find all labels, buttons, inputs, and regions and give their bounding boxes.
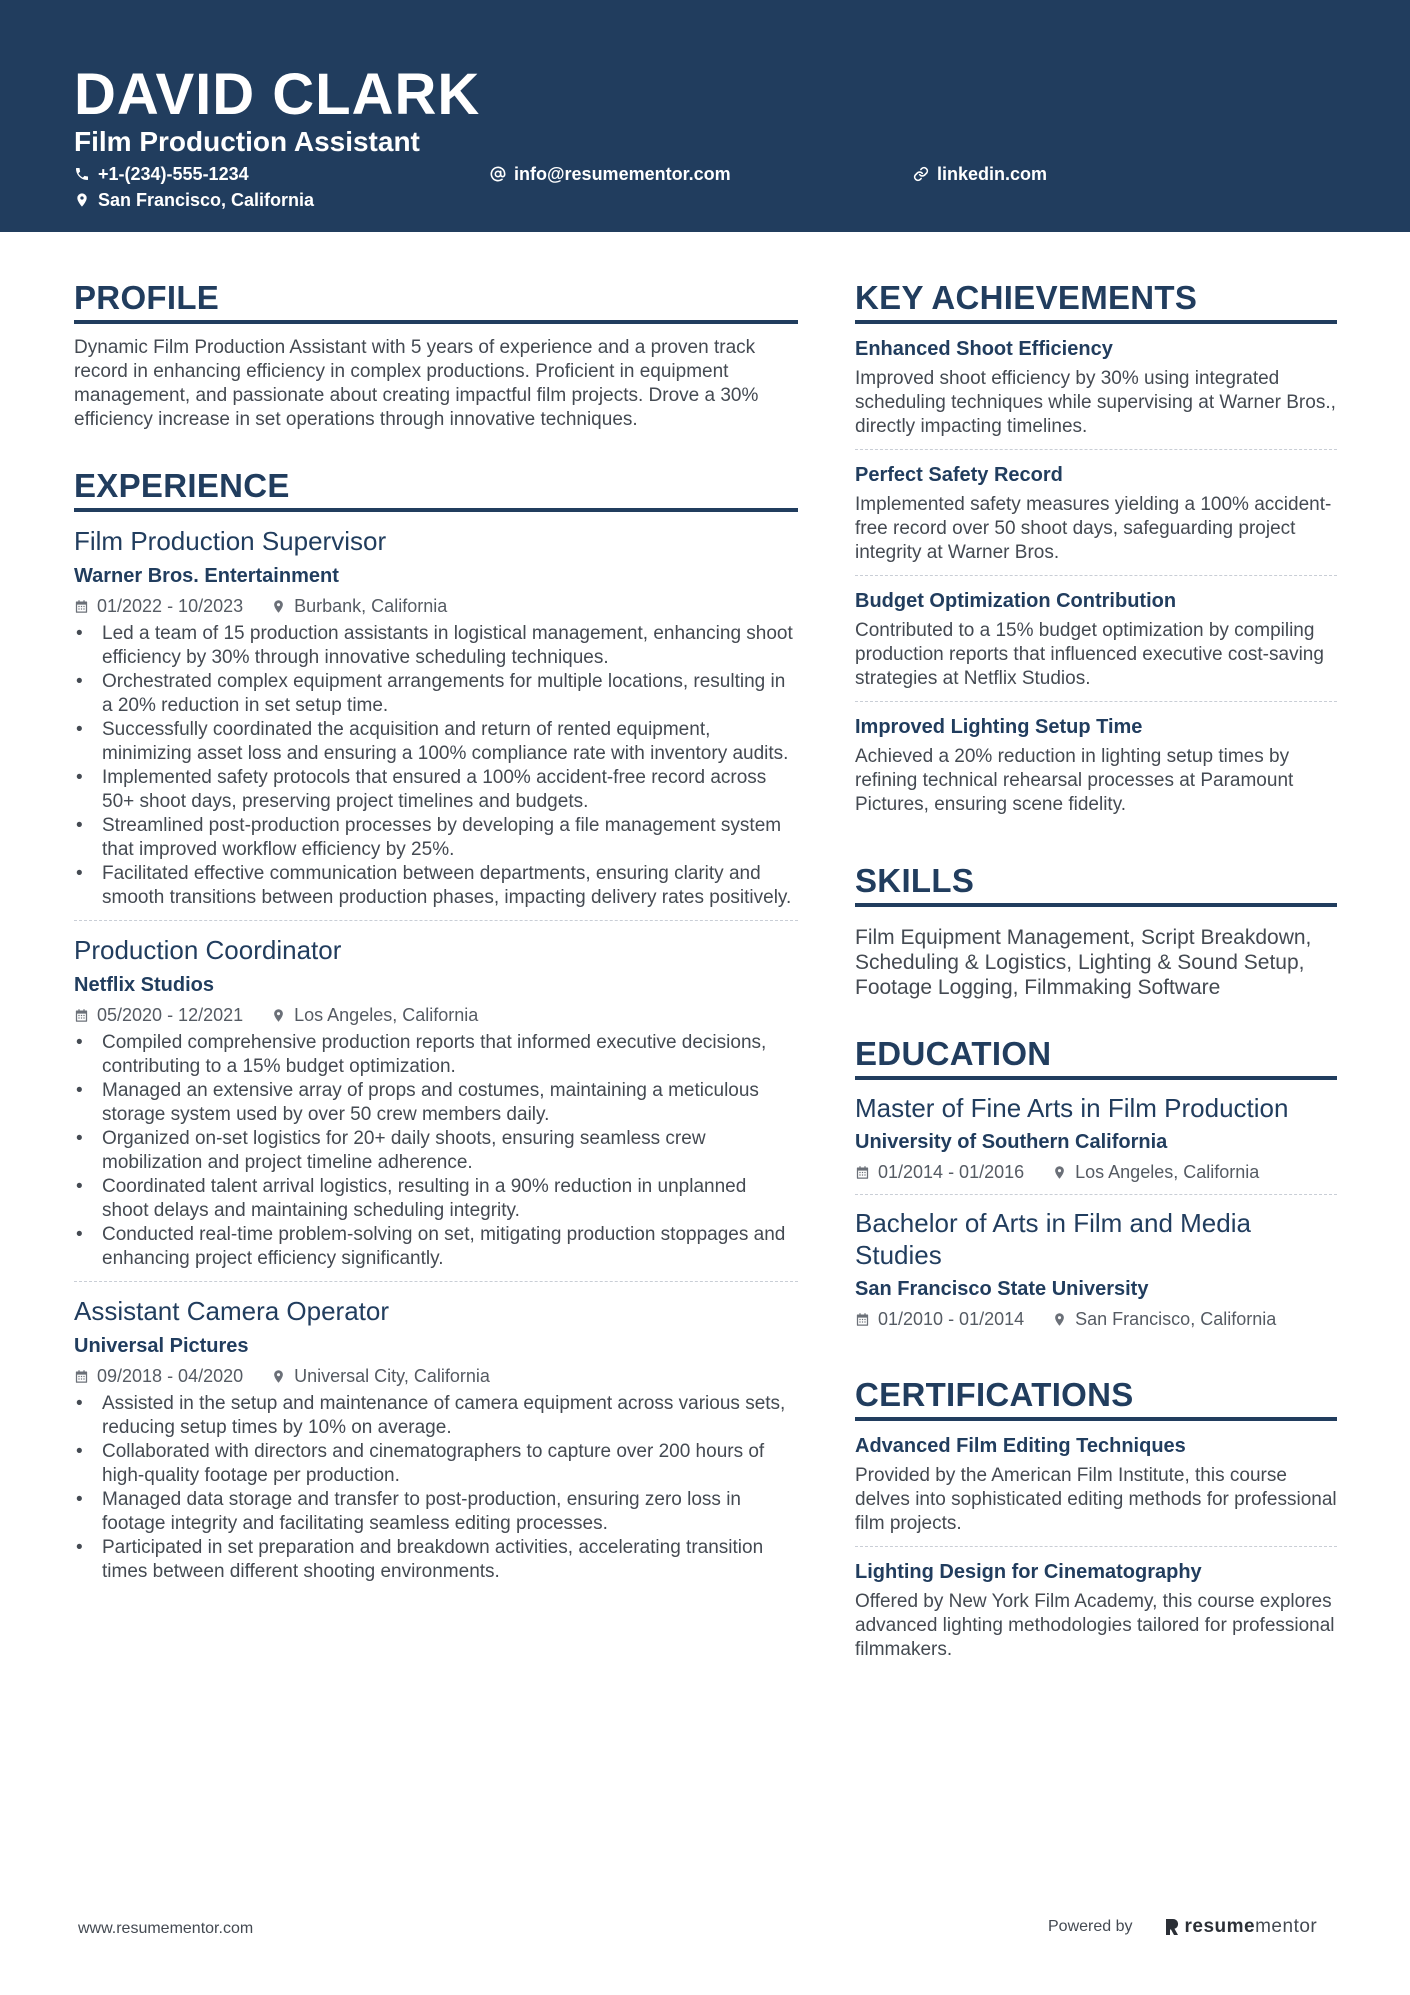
calendar-icon (855, 1165, 870, 1180)
date-text: 01/2010 - 01/2014 (878, 1309, 1025, 1329)
job-title: Production Coordinator (74, 935, 342, 965)
place (1052, 1160, 1259, 1184)
phone-text: +1-(234)-555-1234 (98, 164, 249, 184)
location-text: Burbank, California (294, 596, 448, 616)
experience-bullet: • Facilitated effective communication between departments, ensuring clarity and smooth transitions between production phases, impacting delivery rates positively. (74, 862, 798, 910)
achievement-desc: Implemented safety measures yielding a 100% accident-free record over 50 shoot days, safeguarding project integrity at Warner Bros. (855, 494, 1332, 563)
profile-section (74, 278, 798, 432)
location-text: Los Angeles, California (294, 1005, 479, 1025)
contact-linkedin[interactable] (913, 162, 1047, 186)
job-title: Assistant Camera Operator (74, 1296, 390, 1326)
profile-heading: PROFILE (74, 278, 798, 324)
experience-bullet: • Managed data storage and transfer to post-production, ensuring zero loss in footage integrity and facilitating seamless editing processes. (74, 1488, 798, 1536)
achievement-desc: Achieved a 20% reduction in lighting setup times by refining technical rehearsal processes at Paramount Pictures, ensuring scene fidelity. (855, 746, 1294, 815)
candidate-title: Film Production Assistant (74, 126, 420, 157)
at-icon (490, 166, 506, 182)
achievement-desc: Contributed to a 15% budget optimization by compiling production reports that influenced executive cost-saving strategies at Netflix Studios. (855, 620, 1324, 689)
education-item (855, 1092, 1337, 1195)
experience-bullet: • Orchestrated complex equipment arrangements for multiple locations, resulting in a 20% reduction in set setup time. (74, 670, 798, 718)
map-pin-icon (1052, 1312, 1067, 1327)
experience-bullet: • Led a team of 15 production assistants in logistical management, enhancing shoot efficiency by 30% through innovative scheduling techniques. (74, 622, 798, 670)
date-range (74, 594, 243, 618)
certification-desc: Provided by the American Film Institute, this course delves into sophisticated editing methods for professional film projects. (855, 1465, 1337, 1534)
meta-row (855, 1160, 1337, 1184)
achievements-section (855, 278, 1337, 827)
location-text: San Francisco, California (98, 190, 315, 210)
certifications-section (855, 1375, 1337, 1672)
meta-row (74, 1364, 798, 1388)
achievement-item (855, 576, 1337, 702)
experience-bullets (74, 1392, 798, 1584)
education-section (855, 1034, 1337, 1341)
brand-logo-text (1185, 1916, 1318, 1938)
experience-bullet: • Collaborated with directors and cinematographers to capture over 200 hours of high-quality footage per production. (74, 1440, 798, 1488)
degree-title: Bachelor of Arts in Film and Media Studies (855, 1208, 1251, 1270)
experience-bullet: • Assisted in the setup and maintenance of camera equipment across various sets, reducing setup times by 10% on average. (74, 1392, 798, 1440)
achievement-item (855, 702, 1337, 827)
date-range (74, 1364, 243, 1388)
contact-location (74, 188, 314, 212)
calendar-icon (74, 1369, 89, 1384)
profile-text: Dynamic Film Production Assistant with 5 years of experience and a proven track record in enhancing efficiency in complex productions. Proficient in equipment management, and passionate about creating impactful film projects. Drove a 30% efficiency increase in set operations through innovative techniques. (74, 337, 759, 430)
experience-bullet: • Coordinated talent arrival logistics, resulting in a 90% reduction in unplanned shoot delays and maintaining scheduling integrity. (74, 1175, 798, 1223)
achievement-title: Budget Optimization Contribution (855, 590, 1177, 612)
map-pin-icon (271, 1008, 286, 1023)
achievement-item (855, 450, 1337, 576)
certifications-list (855, 1421, 1337, 1672)
experience-section (74, 466, 798, 1594)
education-heading: EDUCATION (855, 1034, 1337, 1080)
date-text: 01/2022 - 10/2023 (97, 596, 244, 616)
map-pin-icon (271, 599, 286, 614)
map-pin-icon (74, 192, 90, 208)
experience-bullet: • Successfully coordinated the acquisition and return of rented equipment, minimizing asset loss and ensuring a 100% compliance rate with inventory audits. (74, 718, 798, 766)
achievement-item (855, 324, 1337, 450)
education-item (855, 1207, 1337, 1341)
achievement-title: Perfect Safety Record (855, 464, 1063, 486)
calendar-icon (74, 1008, 89, 1023)
right-column (855, 278, 1337, 1706)
skills-section (855, 861, 1337, 1000)
email-text[interactable]: info@resumementor.com (514, 164, 731, 184)
experience-item (74, 933, 798, 1282)
place (271, 594, 447, 618)
certification-title: Lighting Design for Cinematography (855, 1561, 1202, 1583)
phone-icon (74, 166, 90, 182)
experience-bullet: • Implemented safety protocols that ensured a 100% accident-free record across 50+ shoot days, preserving project timelines and budgets. (74, 766, 798, 814)
experience-bullet: • Participated in set preparation and breakdown activities, accelerating transition times between different shooting environments. (74, 1536, 798, 1584)
contact-email[interactable] (490, 162, 731, 186)
certification-item (855, 1421, 1337, 1547)
date-text: 01/2014 - 01/2016 (878, 1162, 1025, 1182)
company-name: Warner Bros. Entertainment (74, 565, 339, 587)
place (271, 1364, 490, 1388)
left-column (74, 278, 798, 1628)
experience-bullet: • Managed an extensive array of props and costumes, maintaining a meticulous storage system used by over 50 crew members daily. (74, 1079, 798, 1127)
location-text: San Francisco, California (1075, 1309, 1277, 1329)
experience-bullets (74, 622, 798, 910)
achievement-title: Improved Lighting Setup Time (855, 716, 1143, 738)
experience-bullet: • Organized on-set logistics for 20+ daily shoots, ensuring seamless crew mobilization and project timeline adherence. (74, 1127, 798, 1175)
school-name: San Francisco State University (855, 1278, 1149, 1300)
footer-branding (1048, 1916, 1317, 1938)
footer-website[interactable]: www.resumementor.com (78, 1920, 254, 1937)
certification-title: Advanced Film Editing Techniques (855, 1435, 1186, 1457)
powered-by-label: Powered by (1048, 1918, 1133, 1935)
candidate-name: DAVID CLARK (74, 62, 481, 127)
link-icon (913, 166, 929, 182)
job-title: Film Production Supervisor (74, 526, 387, 556)
meta-row (74, 594, 798, 618)
meta-row (855, 1307, 1337, 1331)
meta-row (74, 1003, 798, 1027)
calendar-icon (855, 1312, 870, 1327)
company-name: Netflix Studios (74, 974, 215, 996)
company-name: Universal Pictures (74, 1335, 249, 1357)
resume-header (0, 0, 1410, 232)
experience-bullets (74, 1031, 798, 1271)
calendar-icon (74, 599, 89, 614)
education-list (855, 1092, 1337, 1341)
skills-text: Film Equipment Management, Script Breakdown, Scheduling & Logistics, Lighting & Sound Setup, Footage Logging, Filmmaking Software (855, 926, 1312, 999)
certification-item (855, 1547, 1337, 1672)
experience-item (74, 1294, 798, 1594)
place (1052, 1307, 1276, 1331)
achievements-heading: KEY ACHIEVEMENTS (855, 278, 1337, 324)
brand-bold: resume (1184, 1916, 1256, 1937)
experience-bullet: • Compiled comprehensive production reports that informed executive decisions, contributing to a 15% budget optimization. (74, 1031, 798, 1079)
skills-heading: SKILLS (855, 861, 1337, 907)
experience-heading: EXPERIENCE (74, 466, 798, 512)
location-text: Los Angeles, California (1075, 1162, 1260, 1182)
brand-logo-icon (1163, 1917, 1181, 1937)
experience-list (74, 524, 798, 1594)
certification-desc: Offered by New York Film Academy, this course explores advanced lighting methodologies tailored for professional filmmakers. (855, 1591, 1335, 1660)
date-range (855, 1307, 1024, 1331)
date-range (74, 1003, 243, 1027)
experience-bullet: • Conducted real-time problem-solving on set, mitigating production stoppages and enhancing project efficiency significantly. (74, 1223, 798, 1271)
experience-item (74, 524, 798, 921)
degree-title: Master of Fine Arts in Film Production (855, 1093, 1289, 1123)
experience-bullet: • Streamlined post-production processes by developing a file management system that improved workflow efficiency by 25%. (74, 814, 798, 862)
place (271, 1003, 478, 1027)
brand-light: mentor (1255, 1916, 1318, 1937)
achievements-list (855, 324, 1337, 827)
date-text: 09/2018 - 04/2020 (97, 1366, 244, 1386)
map-pin-icon (271, 1369, 286, 1384)
certifications-heading: CERTIFICATIONS (855, 1375, 1337, 1421)
date-range (855, 1160, 1024, 1184)
linkedin-text[interactable]: linkedin.com (937, 164, 1048, 184)
date-text: 05/2020 - 12/2021 (97, 1005, 244, 1025)
achievement-title: Enhanced Shoot Efficiency (855, 338, 1113, 360)
contact-phone (74, 162, 249, 186)
achievement-desc: Improved shoot efficiency by 30% using integrated scheduling techniques while supervising at Warner Bros., directly impacting timelines. (855, 368, 1336, 437)
school-name: University of Southern California (855, 1131, 1168, 1153)
map-pin-icon (1052, 1165, 1067, 1180)
location-text: Universal City, California (294, 1366, 490, 1386)
